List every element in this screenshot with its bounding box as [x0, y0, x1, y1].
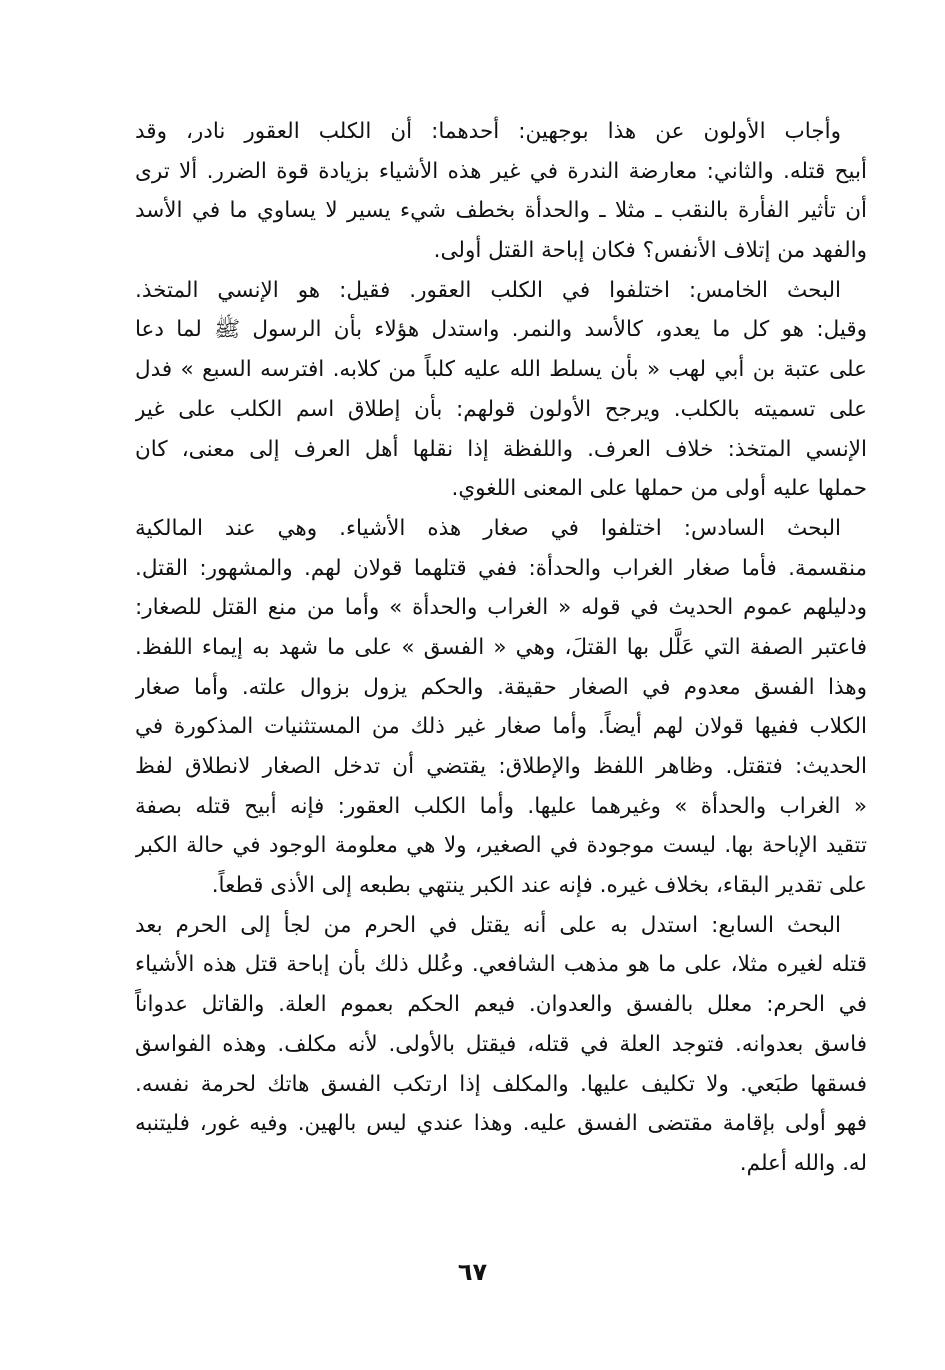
text-line: قتله لغيره مثلا، على ما هو مذهب الشافعي. وعُلل ذلك بأن إباحة قتل هذه الأشياء — [135, 952, 867, 978]
text-line: وهذا الفسق معدوم في الصغار حقيقة. والحكم يزول بزوال علته. وأما صغار — [135, 674, 867, 700]
text-line: فاعتبر الصفة التي عَلَّل بها القتلَ، وهي « الفسق » على ما شهد به إيماء اللفظ. — [135, 634, 867, 660]
text-line: فهو أولى بإقامة مقتضى الفسق عليه. وهذا عندي ليس بالهين. وفيه غور، فليتنبه — [135, 1111, 867, 1137]
text-line: الإنسي المتخذ: خلاف العرف. واللفظة إذا نقلها أهل العرف إلى معنى، كان — [135, 436, 867, 462]
text-line: على تسميته بالكلب. ويرجح الأولون قولهم: بأن إطلاق اسم الكلب على غير — [135, 396, 867, 422]
text-line: على عتبة بن أبي لهب « بأن يسلط الله عليه كلباً من كلابه. افترسه السبع » فدل — [135, 357, 867, 383]
text-line: أن تأثير الفأرة بالنقب ـ مثلا ـ والحدأة بخطف شيء يسير لا يساوي ما في الأسد — [135, 198, 867, 224]
text-line: وأجاب الأولون عن هذا بوجهين: أحدهما: أن الكلب العقور نادر، وقد — [135, 119, 841, 144]
section-heading-line: البحث السادس: اختلفوا في صغار هذه الأشياء. وهي عند المالكية — [135, 515, 841, 541]
text-line: والفهد من إتلاف الأنفس؟ فكان إباحة القتل أولى. — [433, 238, 867, 264]
text-line: له. والله أعلم. — [739, 1150, 867, 1176]
text-line: « الغراب والحدأة » وغيرهما عليها. وأما الكلب العقور: فإنه أبيح قتله بصفة — [135, 793, 867, 819]
section-heading-line: البحث الخامس: اختلفوا في الكلب العقور. فقيل: هو الإنسي المتخذ. — [135, 277, 841, 303]
text-line: وقيل: هو كل ما يعدو، كالأسد والنمر. واستدل هؤلاء بأن الرسول ﷺ لما دعا — [135, 317, 867, 343]
page-number: ٦٧ — [457, 1258, 488, 1286]
section-heading-line: البحث السابع: استدل به على أنه يقتل في الحرم من لجأ إلى الحرم بعد — [135, 912, 841, 938]
text-line: في الحرم: معلل بالفسق والعدوان. فيعم الحكم بعموم العلة. والقاتل عدواناً — [135, 992, 867, 1018]
body-text — [135, 112, 867, 1184]
text-line: الحديث: فتقتل. وظاهر اللفظ والإطلاق: يقتضي أن تدخل الصغار لانطلاق لفظ — [135, 754, 867, 779]
text-line: حملها عليه أولى من حملها على المعنى اللغوي. — [451, 476, 867, 502]
text-line: فاسق بعدوانه. فتوجد العلة في قتله، فيقتل بالأولى. لأنه مكلف. وهذه الفواسق — [135, 1031, 867, 1057]
text-line: أبيح قتله. والثاني: معارضة الندرة في غير هذه الأشياء بزيادة قوة الضرر. ألا ترى — [135, 158, 867, 184]
text-line: على تقدير البقاء، بخلاف غيره. فإنه عند الكبر ينتهي بطبعه إلى الأذى قطعاً. — [211, 873, 867, 899]
text-line: ودليلهم عموم الحديث في قوله « الغراب والحدأة » وأما من منع القتل للصغار: — [135, 595, 867, 621]
text-line: تتقيد الإباحة بها. ليست موجودة في الصغير، ولا هي معلومة الوجود في حالة الكبر — [135, 833, 867, 859]
text-line: فسقها طبَعي. ولا تكليف عليها. والمكلف إذا ارتكب الفسق هاتك لحرمة نفسه. — [135, 1071, 867, 1097]
text-line: الكلاب ففيها قولان لهم أيضاً. وأما صغار غير ذلك من المستثنيات المذكورة في — [135, 714, 867, 740]
text-line: منقسمة. فأما صغار الغراب والحدأة: ففي قتلهما قولان لهم. والمشهور: القتل. — [135, 555, 867, 581]
